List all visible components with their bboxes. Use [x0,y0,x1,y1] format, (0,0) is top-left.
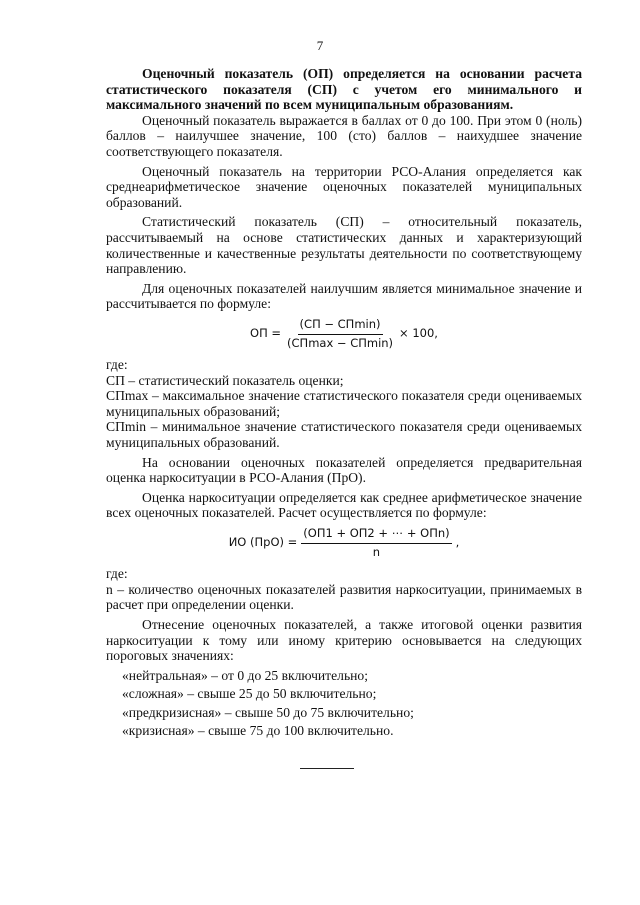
paragraph-statistical-indicator: Статистический показатель (СП) – относительный показатель, рассчитываемый на основе статистических данных и характеризующий количественные и качественные результаты деятельности по соответствующему направлению. [106,214,582,277]
threshold-item-precrisis: «предкризисная» – свыше 50 до 75 включительно; [122,704,414,720]
formula-io-numerator: (ОП1 + ОП2 + ⋯ + ОПn) [301,526,451,544]
definition-spmin: СПmin – минимальное значение статистического показателя среди оцениваемых муниципальных образований. [106,419,582,451]
paragraph-preliminary-assessment: На основании оценочных показателей определяется предварительная оценка наркоситуации в РСО-Алания (ПрО). [106,454,582,486]
page-number: 7 [316,38,324,53]
formula-io-lhs: ИО (ПрО) = [228,535,298,550]
formula-io-rhs: , [455,535,460,550]
paragraph-thresholds-intro: Отнесение оценочных показателей, а также итоговой оценки развития наркоситуации к тому или иному критерию основывается на следующих пороговых значениях: [106,617,582,664]
where-label-2: где: [106,566,128,582]
paragraph-formula-intro: Для оценочных показателей наилучшим является минимальное значение и рассчитывается по формуле: [106,280,582,312]
formula-io-denominator: n [372,544,381,559]
definition-spmax: СПmax – максимальное значение статистического показателя среди оцениваемых муниципальных образований; [106,388,582,419]
threshold-item-neutral: «нейтральная» – от 0 до 25 включительно; [122,667,368,683]
heading-paragraph: Оценочный показатель (ОП) определяется на основании расчета статистического показателя (СП) с учетом его минимального и максимального значений по всем муниципальным образованиям. [106,66,582,113]
paragraph-region-average: Оценочный показатель на территории РСО-Алания определяется как среднеарифметическое значение оценочных показателей муниципальных образований. [106,163,582,210]
formula-op-rhs: × 100, [399,326,438,341]
formula-op-denominator: (СПmax − СПmin) [287,335,394,350]
threshold-item-crisis: «кризисная» – свыше 75 до 100 включительно. [122,723,394,739]
threshold-item-complex: «сложная» – свыше 25 до 50 включительно; [122,686,377,702]
formula-op-lhs: ОП = [250,326,282,341]
formula-op-numerator: (СП − СПmin) [298,317,383,335]
definition-n: n – количество оценочных показателей развития наркоситуации, принимаемых в расчет при определении оценки. [106,581,582,613]
threshold-list [106,667,582,741]
paragraph-score-range: Оценочный показатель выражается в баллах от 0 до 100. При этом 0 (ноль) баллов – наилучшее значение, 100 (сто) баллов – наихудшее значение соответствующего показателя. [106,112,582,159]
formula-io [106,526,582,560]
where-label: где: [106,357,128,373]
definition-sp: СП – статистический показатель оценки; [106,372,344,388]
document-body [106,66,582,741]
footer-separator-line [300,768,354,769]
paragraph-assessment-formula-intro: Оценка наркоситуации определяется как среднее арифметическое значение всех оценочных показателей. Расчет осуществляется по формуле: [106,489,582,521]
formula-op [106,317,582,351]
formula-io-fraction [301,526,451,560]
formula-op-fraction [285,317,395,351]
